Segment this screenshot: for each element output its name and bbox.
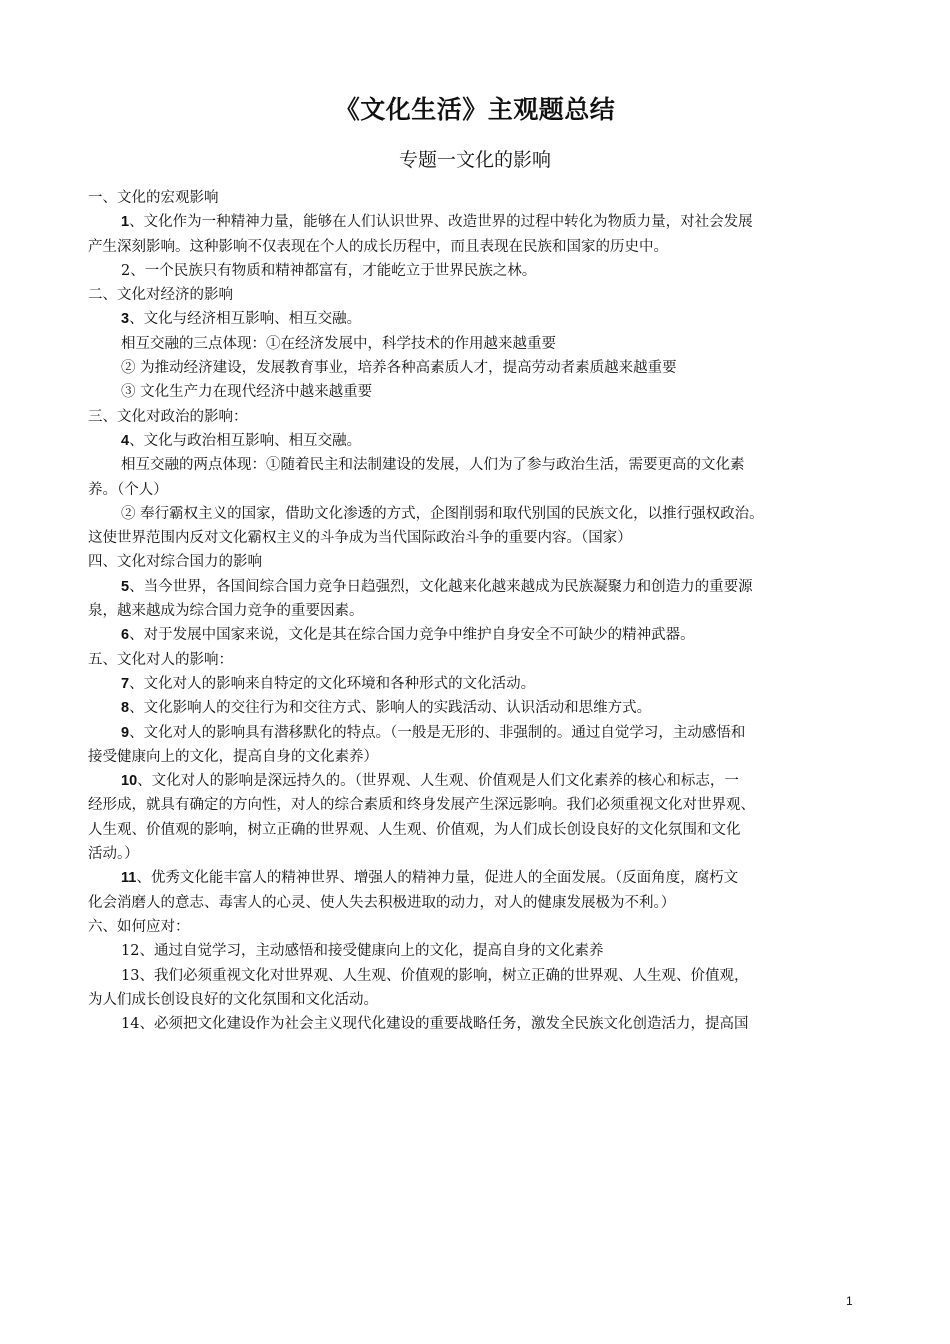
line-text: 、文化作为一种精神力量，能够在人们认识世界、改造世界的过程中转化为物质力量，对社会发展 — [129, 214, 753, 231]
paragraph-line — [88, 575, 878, 599]
item-number: 8 — [121, 700, 130, 717]
paragraph-line: 泉，越来越成为综合国力竞争的重要因素。 — [88, 603, 364, 620]
line-text: 、文化对人的影响来自特定的文化环境和各种形式的文化活动。 — [129, 675, 536, 692]
paragraph-line: 13、我们必须重视文化对世界观、人生观、价值观的影响，树立正确的世界观、人生观、价值观， — [121, 967, 749, 984]
paragraph-line: 经形成，就具有确定的方向性，对人的综合素质和终身发展产生深远影响。我们必须重视文化对世界观、 — [88, 797, 755, 814]
heading-5: 五、文化对人的影响： — [88, 651, 233, 668]
paragraph-line: 化会消磨人的意志、毒害人的心灵、使人失去积极进取的动力，对人的健康发展极为不利。） — [88, 894, 676, 911]
heading-1: 一、文化的宏观影响 — [88, 190, 219, 206]
line-text: 、文化与经济相互影响、相互交融。 — [129, 311, 362, 328]
paragraph-line — [88, 769, 878, 793]
line-text: 、文化对人的影响是深远持久的。（世界观、人生观、价值观是人们文化素养的核心和标志，一 — [137, 773, 739, 790]
paragraph-line: 相互交融的两点体现：①随着民主和法制建设的发展，人们为了参与政治生活，需要更高的文化素 — [121, 457, 745, 474]
item-number: 10 — [121, 773, 138, 790]
line-text: 、当今世界，各国间综合国力竞争日趋强烈，文化越来化越来越成为民族凝聚力和创造力的重要源 — [129, 578, 753, 595]
page-number: 1 — [846, 1294, 853, 1308]
paragraph-line: ③ 文化生产力在现代经济中越来越重要 — [121, 384, 373, 401]
item-number: 7 — [121, 675, 130, 692]
item-number: 9 — [121, 724, 130, 741]
paragraph-line: 为人们成长创设良好的文化氛围和文化活动。 — [88, 991, 378, 1008]
paragraph-line — [88, 696, 878, 720]
paragraph-line — [88, 429, 878, 453]
heading-2: 二、文化对经济的影响 — [88, 287, 233, 304]
paragraph-line — [88, 210, 878, 234]
page-title: 《文化生活》主观题总结 — [334, 95, 616, 124]
heading-4: 四、文化对综合国力的影响 — [88, 554, 262, 571]
line-text: 、文化影响人的交往行为和交往方式、影响人的实践活动、认识活动和思维方式。 — [129, 700, 652, 717]
document-body — [88, 186, 878, 1036]
paragraph-line — [88, 721, 878, 745]
paragraph-line: 相互交融的三点体现：①在经济发展中，科学技术的作用越来越重要 — [121, 335, 556, 352]
line-text: 、对于发展中国家来说，文化是其在综合国力竞争中维护自身安全不可缺少的精神武器。 — [129, 627, 695, 644]
paragraph-line: ② 奉行霸权主义的国家，借助文化渗透的方式，企图削弱和取代别国的民族文化，以推行强权政治。 — [121, 505, 764, 522]
paragraph-line: ② 为推动经济建设，发展教育事业，培养各种高素质人才，提高劳动者素质越来越重要 — [121, 360, 677, 377]
paragraph-line: 产生深刻影响。这种影响不仅表现在个人的成长历程中，而且表现在民族和国家的历史中。 — [88, 238, 668, 255]
heading-3: 三、文化对政治的影响： — [88, 408, 248, 425]
section-subtitle: 专题一文化的影响 — [398, 149, 551, 171]
paragraph-line — [88, 672, 878, 696]
line-text: 、优秀文化能丰富人的精神世界、增强人的精神力量，促进人的全面发展。（反面角度，腐朽文 — [136, 870, 739, 887]
item-number: 1 — [121, 214, 130, 231]
heading-6: 六、如何应对： — [88, 918, 190, 935]
paragraph-line — [88, 866, 878, 890]
paragraph-line: 14、必须把文化建设作为社会主义现代化建设的重要战略任务，激发全民族文化创造活力，提高国 — [121, 1016, 749, 1033]
paragraph-line: 2、一个民族只有物质和精神都富有，才能屹立于世界民族之林。 — [121, 262, 537, 279]
item-number: 5 — [121, 578, 130, 595]
item-number: 11 — [121, 870, 137, 887]
item-number: 4 — [121, 432, 130, 449]
paragraph-line: 养。（个人） — [88, 481, 168, 498]
item-number: 6 — [121, 627, 130, 644]
line-text: 、文化与政治相互影响、相互交融。 — [129, 432, 362, 449]
paragraph-line: 活动。） — [88, 846, 139, 863]
paragraph-line: 这使世界范围内反对文化霸权主义的斗争成为当代国际政治斗争的重要内容。（国家） — [88, 530, 632, 547]
item-number: 3 — [121, 311, 130, 328]
line-text: 、文化对人的影响具有潜移默化的特点。（一般是无形的、非强制的。通过自觉学习，主动感悟和 — [129, 724, 746, 741]
paragraph-line — [88, 623, 878, 647]
paragraph-line: 12、通过自觉学习，主动感悟和接受健康向上的文化，提高自身的文化素养 — [121, 943, 604, 960]
paragraph-line — [88, 307, 878, 331]
paragraph-line: 接受健康向上的文化，提高自身的文化素养） — [88, 748, 378, 765]
paragraph-line: 人生观、价值观的影响，树立正确的世界观、人生观、价值观，为人们成长创设良好的文化氛围和文化 — [88, 821, 741, 838]
